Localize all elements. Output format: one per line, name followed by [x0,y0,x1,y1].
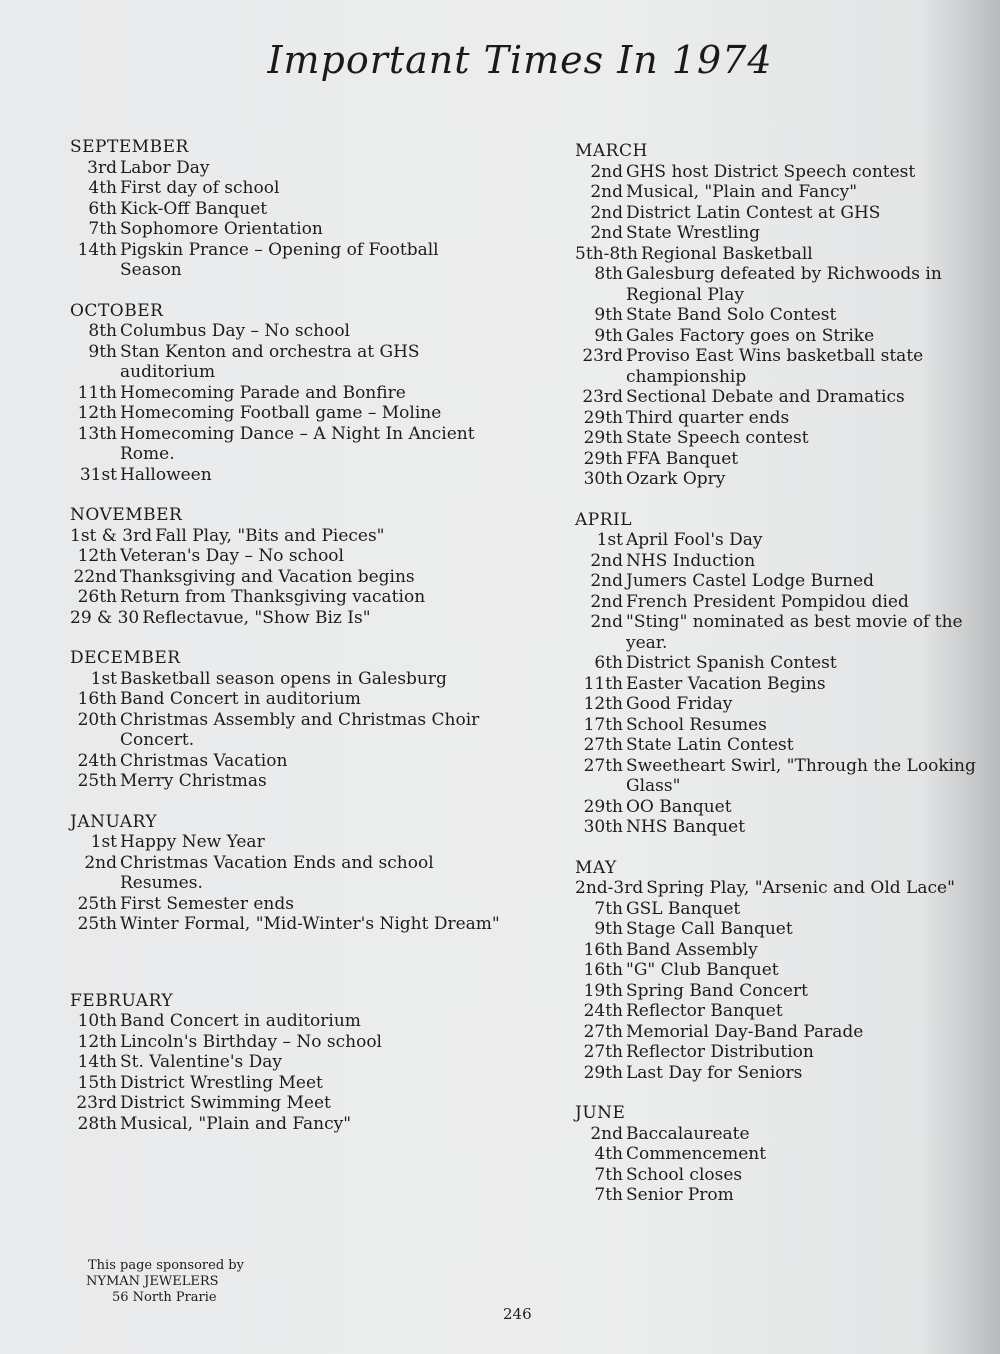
event-item [70,689,500,710]
event-item [575,797,995,818]
event-item [70,1052,500,1073]
event-text: Homecoming Dance – A Night In Ancient Rome. [120,423,475,464]
event-date: 25th [77,893,117,914]
event-text: Basketball season opens in Galesburg [120,668,447,689]
event-item [575,899,995,920]
event-text: Merry Christmas [120,771,267,791]
event-date: 28th [77,1113,117,1134]
event-date: 5th-8th [575,243,638,264]
event-item [575,162,995,183]
event-date: 16th [77,689,117,709]
event-text: Gales Factory goes on Strike [626,325,875,346]
event-date: 23rd [582,346,623,366]
event-text: District Spanish Contest [626,653,837,673]
event-date: 7th [594,898,623,919]
month-section [70,301,500,486]
event-text: Band Assembly [626,939,758,960]
month-heading: DECEMBER [70,648,181,668]
event-item [575,715,995,736]
event-text: Commencement [626,1144,767,1164]
event-item [575,694,995,715]
section-spacer [575,490,995,510]
event-date: 2nd [590,591,623,612]
event-text: Reflector Distribution [626,1042,814,1062]
event-date: 6th [88,198,117,219]
event-text: Lincoln's Birthday – No school [120,1031,382,1052]
event-text: State Wrestling [626,223,761,243]
event-date: 29th [583,448,623,469]
event-text: Baccalaureate [626,1123,750,1144]
event-text: District Wrestling Meet [120,1072,323,1093]
section-spacer [70,281,500,301]
event-item [575,530,995,551]
event-date: 12th [583,694,623,714]
event-item [70,321,500,342]
event-text: Sectional Debate and Dramatics [626,387,905,407]
event-date: 29 & 30 [70,607,140,628]
event-date: 27th [583,755,623,776]
event-date: 16th [583,939,623,960]
event-text: Spring Play, "Arsenic and Old Lace" [646,878,955,898]
event-text: Christmas Assembly and Christmas Choir Concert. [120,709,480,750]
event-date: 6th [594,653,623,673]
month-section [575,141,995,490]
event-item [575,1063,995,1084]
event-date: 4th [88,178,117,198]
event-item [575,817,995,838]
event-text: Pigskin Prance – Opening of Football Season [120,239,439,280]
event-item [575,1185,995,1206]
page-title: Important Times In 1974 [267,38,773,82]
event-item [575,305,995,326]
event-text: Labor Day [120,157,210,178]
event-date: 9th [594,919,623,939]
event-date: 2nd [590,612,623,632]
event-item [575,919,995,940]
event-item [575,1124,995,1145]
event-date: 2nd-3rd [575,878,644,898]
page-number: 246 [503,1305,532,1323]
event-item [575,981,995,1002]
event-text: Proviso East Wins basketball state championship [626,346,924,387]
event-text: Stan Kenton and orchestra at GHS auditorium [120,341,420,382]
event-text: Easter Vacation Begins [626,673,826,694]
event-text: Galesburg defeated by Richwoods in Regional Play [626,264,942,305]
event-date: 23rd [76,1093,117,1113]
event-text: Fall Play, "Bits and Pieces" [155,525,385,546]
event-item [575,1042,995,1063]
event-date: 27th [583,735,623,755]
event-item [70,751,500,772]
event-date: 1st [596,530,623,550]
event-text: Memorial Day-Band Parade [626,1021,864,1042]
event-text: Veteran's Day – No school [120,546,344,566]
event-date: 29th [583,407,623,428]
event-item [70,832,500,853]
event-text: Columbus Day – No school [120,321,350,341]
event-date: 2nd [590,571,623,591]
event-item [575,326,995,347]
event-date: 3rd [87,157,117,178]
event-text: Good Friday [626,694,733,714]
section-spacer [575,838,995,858]
event-date: 2nd [84,852,117,873]
section-spacer [70,792,500,812]
event-item [575,244,995,265]
event-item [70,342,500,383]
event-item [70,894,500,915]
event-text: French President Pompidou died [626,591,909,612]
month-heading: MAY [575,857,617,878]
event-item [575,592,995,613]
month-heading: APRIL [575,509,633,530]
month-heading: OCTOBER [70,300,164,321]
event-item [70,669,500,690]
event-date: 30th [583,469,623,489]
event-item [70,1093,500,1114]
event-date: 16th [583,960,623,980]
event-text: April Fool's Day [626,530,763,550]
sponsor-address: 56 North Prarie [112,1290,217,1305]
month-heading: NOVEMBER [70,505,183,525]
event-item [575,735,995,756]
event-item [70,240,500,281]
month-section [70,137,500,281]
event-text: School Resumes [626,714,767,735]
event-text: Band Concert in auditorium [120,1011,361,1031]
event-item [70,199,500,220]
event-date: 29th [583,428,623,448]
event-item [70,608,500,629]
event-text: School closes [626,1164,743,1185]
event-item [70,178,500,199]
event-item [575,469,995,490]
event-item [70,771,500,792]
sponsor-name: NYMAN JEWELERS [86,1274,219,1289]
event-text: Last Day for Seniors [626,1062,803,1083]
event-item [575,346,995,387]
event-text: Happy New Year [120,832,265,852]
event-text: Senior Prom [626,1185,734,1205]
event-item [70,158,500,179]
event-text: St. Valentine's Day [120,1052,283,1072]
event-date: 20th [77,709,117,730]
event-date: 2nd [590,182,623,202]
event-date: 4th [594,1144,623,1164]
event-date: 22nd [73,566,117,587]
event-text: State Band Solo Contest [626,305,837,325]
section-spacer [70,628,500,648]
event-date: 15th [77,1072,117,1093]
event-item [70,219,500,240]
event-item [575,182,995,203]
event-item [70,1011,500,1032]
event-text: Winter Formal, "Mid-Winter's Night Dream" [120,914,500,934]
event-text: First Semester ends [120,893,294,914]
event-date: 7th [88,219,117,239]
event-text: "G" Club Banquet [626,960,779,980]
event-date: 23rd [582,387,623,407]
event-item [575,960,995,981]
event-item [575,223,995,244]
event-date: 9th [594,325,623,346]
event-text: NHS Induction [626,550,756,571]
event-item [70,383,500,404]
month-section [70,991,500,1135]
right-calendar-column [575,141,995,1206]
event-date: 8th [88,321,117,341]
event-text: Stage Call Banquet [626,919,793,939]
event-date: 7th [594,1185,623,1205]
event-date: 2nd [590,161,623,182]
event-date: 11th [583,673,623,694]
event-date: 24th [77,750,117,771]
event-text: District Swimming Meet [120,1093,331,1113]
event-item [575,203,995,224]
event-item [70,853,500,894]
event-date: 14th [77,239,117,260]
event-text: Regional Basketball [640,243,813,264]
event-date: 24th [583,1001,623,1021]
event-item [575,1001,995,1022]
event-date: 2nd [590,1123,623,1144]
event-text: Jumers Castel Lodge Burned [626,571,875,591]
event-date: 7th [594,1164,623,1185]
month-section [70,812,500,935]
event-text: "Sting" nominated as best movie of the year. [626,612,963,653]
event-text: State Latin Contest [626,735,794,755]
event-text: Band Concert in auditorium [120,689,361,709]
event-date: 2nd [590,202,623,223]
event-item [70,546,500,567]
event-date: 30th [583,817,623,837]
event-item [575,264,995,305]
event-item [70,403,500,424]
event-text: Reflectavue, "Show Biz Is" [142,607,371,628]
event-text: Third quarter ends [626,407,790,428]
event-date: 29th [583,1062,623,1083]
sponsor-credit [86,1258,244,1306]
event-item [70,710,500,751]
event-item [575,1165,995,1186]
event-text: Thanksgiving and Vacation begins [120,566,415,587]
event-date: 11th [77,382,117,403]
event-date: 25th [77,771,117,791]
event-date: 14th [77,1052,117,1072]
event-item [70,465,500,486]
sponsor-line: This page sponsored by [88,1258,244,1273]
event-text: District Latin Contest at GHS [626,202,881,223]
event-item [575,612,995,653]
left-calendar-column [70,137,500,1134]
event-date: 9th [88,341,117,362]
event-item [575,551,995,572]
event-text: NHS Banquet [626,817,746,837]
month-section [70,505,500,628]
event-date: 27th [583,1021,623,1042]
event-date: 2nd [590,223,623,243]
event-date: 12th [77,403,117,423]
event-date: 19th [583,980,623,1001]
event-text: Return from Thanksgiving vacation [120,587,426,607]
event-item [70,1114,500,1135]
month-section [575,858,995,1084]
event-item [70,567,500,588]
event-item [575,756,995,797]
event-date: 27th [583,1042,623,1062]
event-text: Christmas Vacation Ends and school Resumes. [120,852,434,893]
event-item [575,940,995,961]
event-date: 29th [583,796,623,817]
event-date: 1st & 3rd [70,525,153,546]
event-text: GSL Banquet [626,898,741,919]
event-date: 17th [583,714,623,735]
event-text: FFA Banquet [626,448,739,469]
event-text: Musical, "Plain and Fancy" [120,1113,352,1134]
month-section [70,648,500,792]
event-date: 13th [77,423,117,444]
event-text: Sophomore Orientation [120,219,323,239]
month-section [575,1103,995,1206]
event-item [575,449,995,470]
event-item [575,1022,995,1043]
month-section [575,510,995,838]
month-heading: JUNE [575,1103,626,1123]
event-date: 2nd [590,550,623,571]
event-item [575,1144,995,1165]
event-text: Sweetheart Swirl, "Through the Looking Glass" [626,755,976,796]
month-heading: JANUARY [70,811,158,832]
event-date: 9th [594,305,623,325]
event-item [575,878,995,899]
event-date: 1st [90,832,117,852]
event-date: 8th [594,264,623,284]
event-date: 12th [77,546,117,566]
event-item [575,387,995,408]
event-item [70,914,500,935]
event-text: GHS host District Speech contest [626,161,916,182]
event-date: 12th [77,1031,117,1052]
event-date: 26th [77,587,117,607]
event-text: Musical, "Plain and Fancy" [626,182,858,202]
event-item [70,1073,500,1094]
event-date: 25th [77,914,117,934]
section-spacer [575,1083,995,1103]
event-text: Reflector Banquet [626,1001,783,1021]
event-text: Homecoming Parade and Bonfire [120,382,406,403]
event-item [575,571,995,592]
month-heading: SEPTEMBER [70,137,189,157]
month-heading: FEBRUARY [70,990,174,1011]
event-item [575,428,995,449]
event-text: OO Banquet [626,796,732,817]
event-text: State Speech contest [626,428,809,448]
event-text: Kick-Off Banquet [120,198,268,219]
event-item [70,587,500,608]
event-item [575,674,995,695]
event-date: 31st [79,464,117,485]
event-item [70,1032,500,1053]
event-date: 10th [77,1011,117,1031]
event-text: Spring Band Concert [626,980,808,1001]
event-text: Ozark Opry [626,469,726,489]
section-spacer [70,935,500,991]
event-text: Halloween [120,464,212,485]
event-item [70,424,500,465]
event-item [575,653,995,674]
section-spacer [70,485,500,505]
event-item [575,408,995,429]
event-text: Christmas Vacation [120,750,288,771]
month-heading: MARCH [575,141,648,161]
event-text: Homecoming Football game – Moline [120,403,442,423]
event-text: First day of school [120,178,280,198]
event-date: 1st [90,668,117,689]
event-item [70,526,500,547]
